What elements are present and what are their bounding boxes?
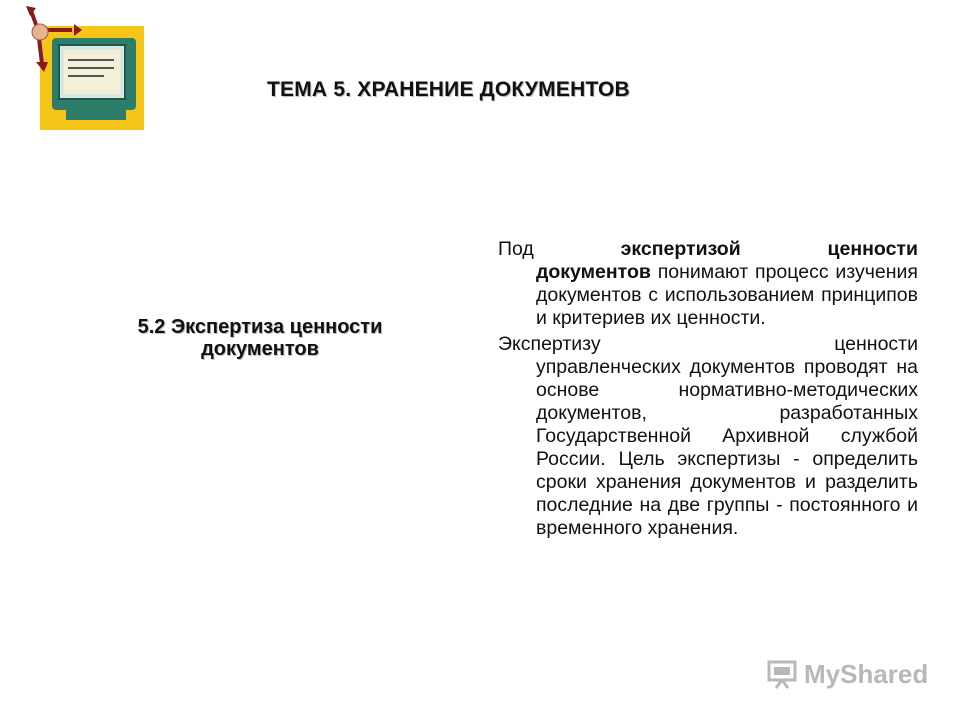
- paragraph-expertise: [498, 333, 918, 540]
- paragraph-1-first-word: Под: [498, 238, 534, 260]
- watermark-text: MyShared: [804, 658, 929, 689]
- subtitle-line-1: 5.2 Экспертиза ценности: [137, 316, 383, 338]
- paragraph-definition: [498, 238, 918, 330]
- body-text: [498, 238, 918, 543]
- term-expertise: экспертизой: [620, 238, 741, 260]
- paragraph-2-first-word: Экспертизу: [498, 333, 601, 355]
- slide-title: ТЕМА 5. ХРАНЕНИЕ ДОКУМЕНТОВ: [267, 78, 630, 101]
- term-value: ценности: [827, 238, 918, 260]
- watermark: [766, 656, 928, 692]
- presentation-icon: [766, 659, 798, 689]
- computer-monitor-icon: [22, 4, 154, 132]
- paragraph-2-first-word-right: ценности: [834, 333, 918, 355]
- subtitle-line-2: документов: [201, 338, 319, 360]
- term-documents: документов: [536, 261, 651, 283]
- paragraph-2-text: управленческих документов проводят на основе нормативно-методических документов, разработанных Государственной Архивной службой России. Цель экспертизы - определить сроки хранения документов и разделить последние на две группы - постоянного и временного хранения.: [536, 356, 918, 539]
- paragraph-1-text: понимают процесс изучения документов с использованием принципов и критериев их ценности.: [536, 261, 918, 329]
- section-subtitle: [60, 316, 460, 360]
